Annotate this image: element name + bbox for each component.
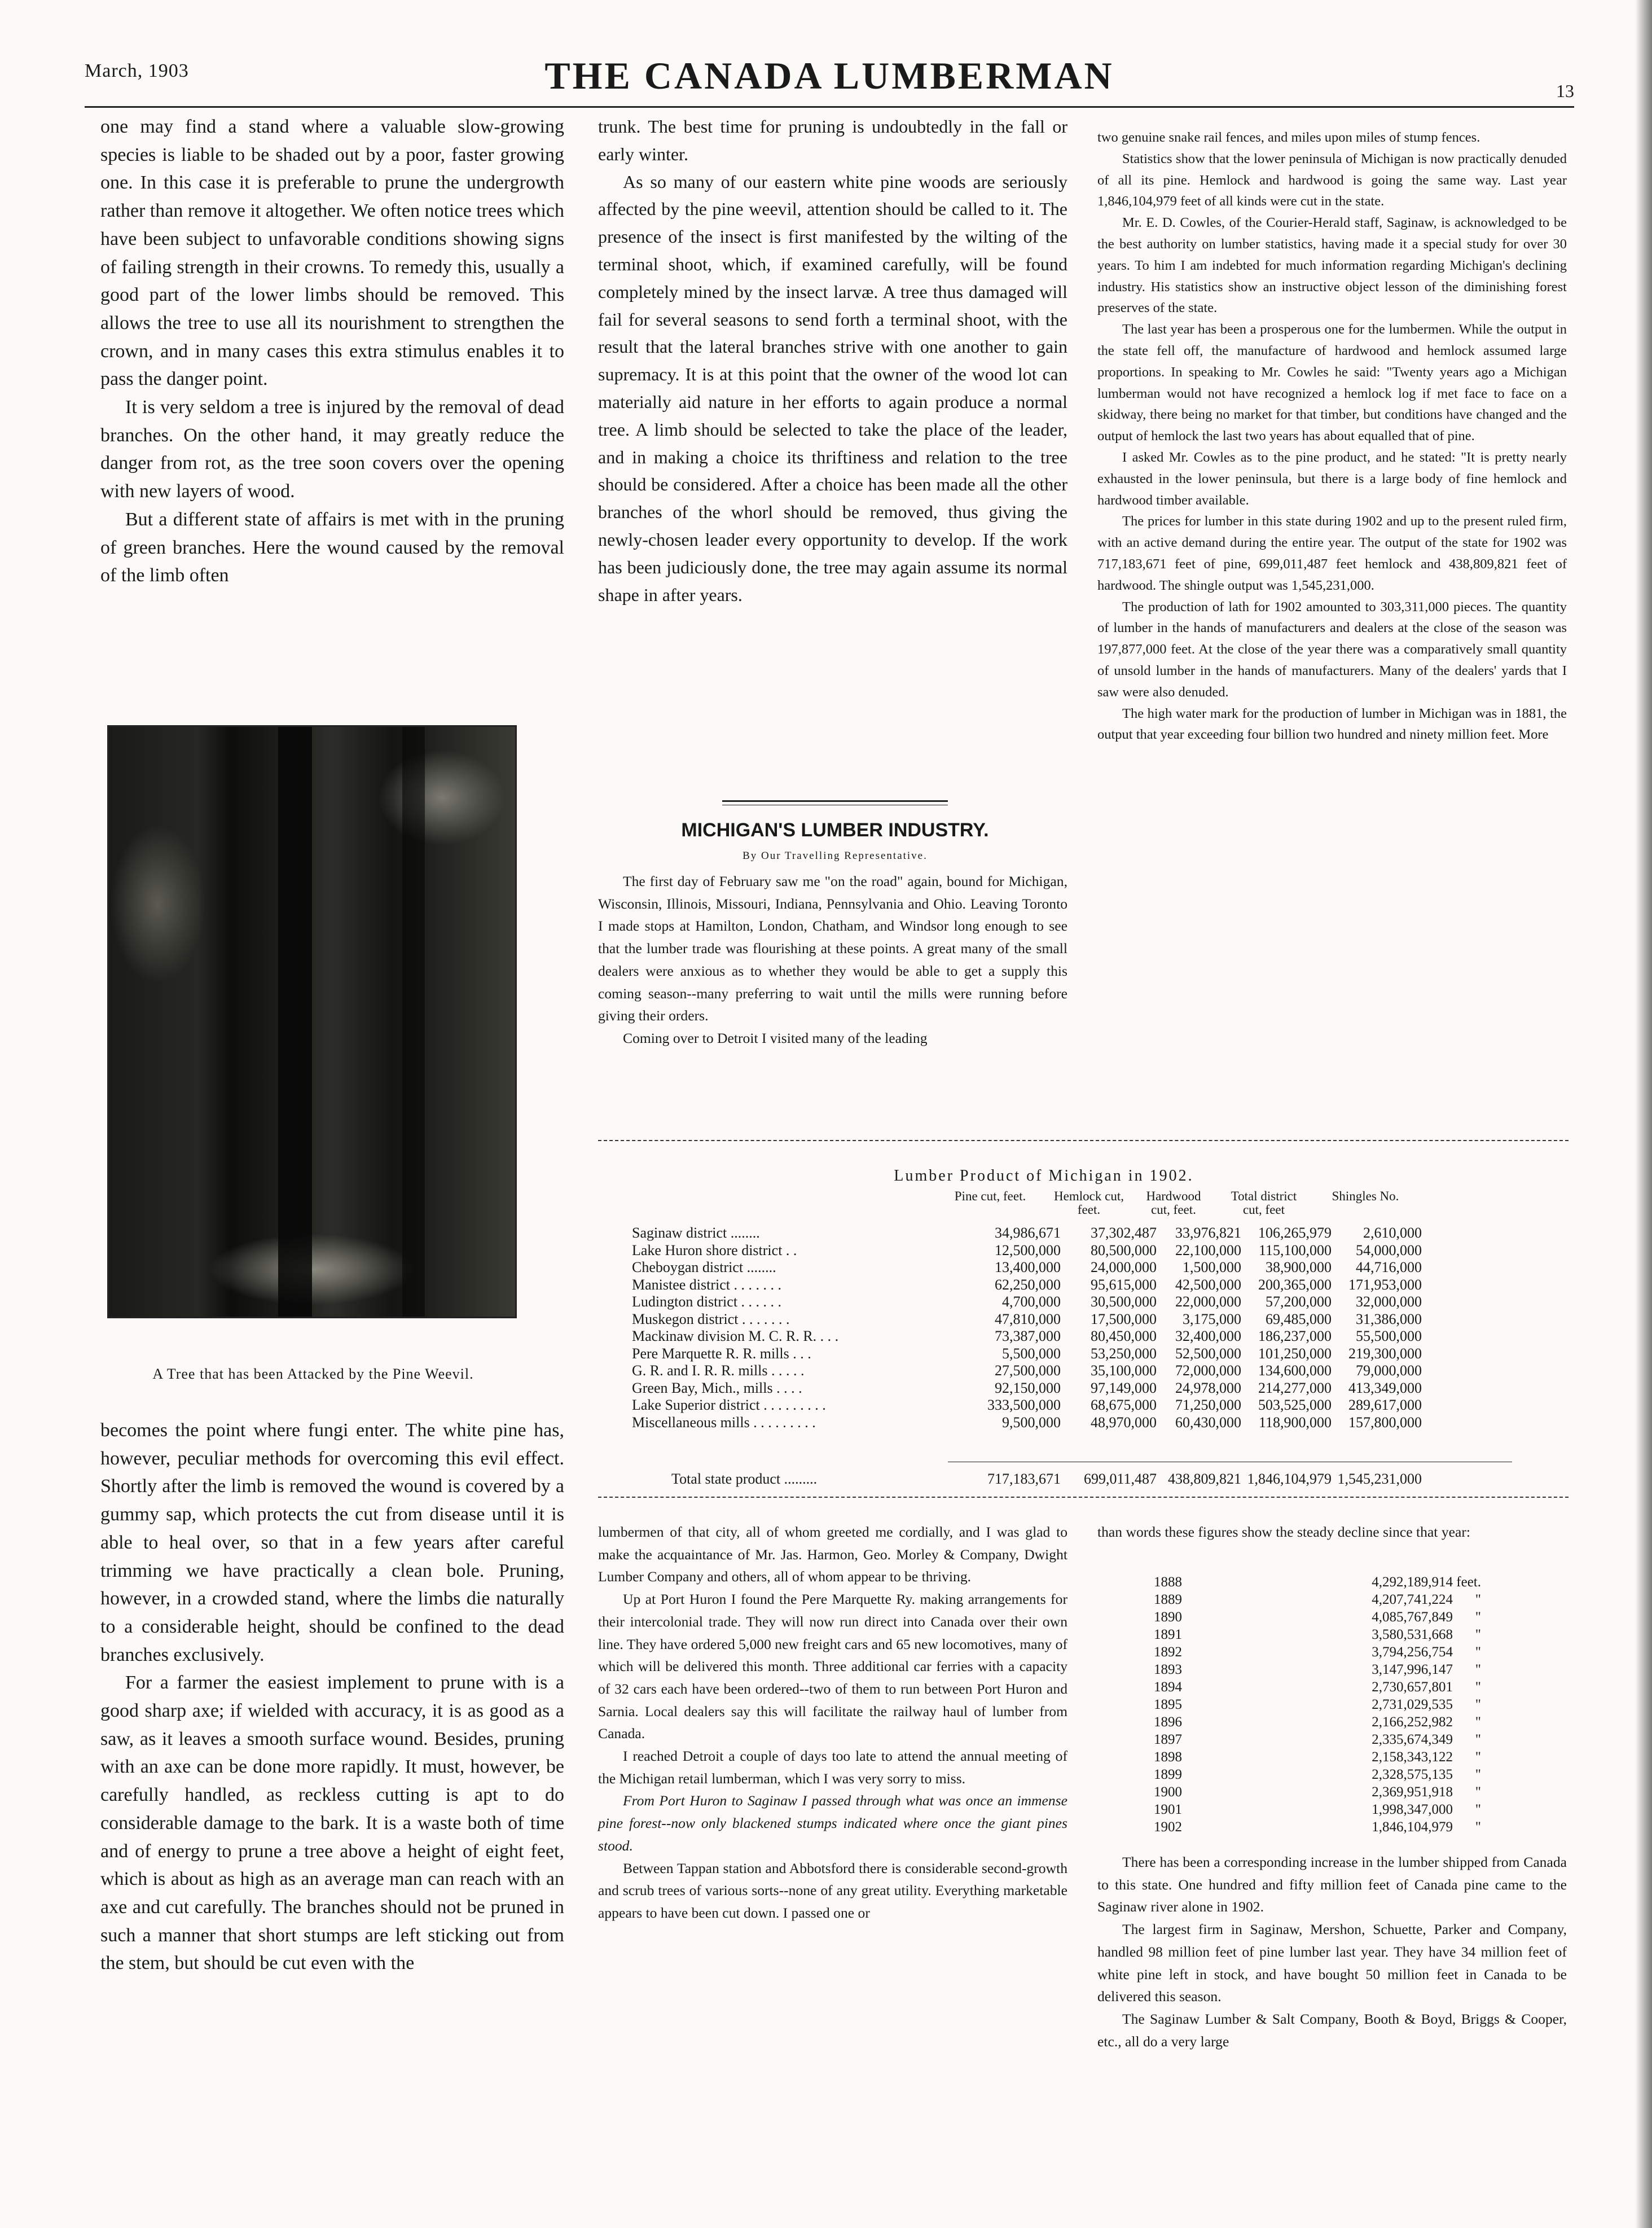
table-total-row bbox=[632, 1471, 1535, 1488]
table-cell: 186,237,000 bbox=[1258, 1328, 1332, 1344]
decline-year: 1898 bbox=[1154, 1749, 1182, 1765]
district-name: Lake Superior district . . . . . . . . . bbox=[632, 1397, 826, 1413]
decline-feet: 4,292,189,914 bbox=[1372, 1574, 1453, 1590]
paragraph: I reached Detroit a couple of days too late to attend the annual meeting of the Michigan retail lumberman, which I was very sorry to miss. bbox=[598, 1748, 1067, 1787]
table-cell: 2,610,000 bbox=[1363, 1225, 1422, 1241]
decline-row bbox=[1080, 1644, 1509, 1663]
decline-row bbox=[1080, 1627, 1509, 1645]
table-row bbox=[632, 1414, 1535, 1431]
table-cell: 44,716,000 bbox=[1356, 1259, 1422, 1275]
table-row bbox=[632, 1259, 1535, 1276]
decline-feet: 2,166,252,982 bbox=[1372, 1714, 1453, 1730]
table-cell: 37,302,487 bbox=[1091, 1225, 1157, 1241]
article-rule bbox=[722, 800, 948, 802]
table-cell: 71,250,000 bbox=[1175, 1397, 1241, 1413]
table-cell: 80,450,000 bbox=[1091, 1328, 1157, 1344]
table-cell: 24,978,000 bbox=[1175, 1379, 1241, 1396]
article-byline: By Our Travelling Representative. bbox=[742, 850, 928, 862]
decline-row bbox=[1080, 1592, 1509, 1610]
district-name: Green Bay, Mich., mills . . . . bbox=[632, 1379, 802, 1396]
decline-feet: 2,328,575,135 bbox=[1372, 1767, 1453, 1782]
photo-trunk bbox=[402, 727, 425, 1317]
decline-feet: 3,580,531,668 bbox=[1372, 1627, 1453, 1642]
decline-row bbox=[1080, 1819, 1509, 1837]
table-row bbox=[632, 1362, 1535, 1379]
district-name: Manistee district . . . . . . . bbox=[632, 1276, 782, 1293]
table-cell: 38,900,000 bbox=[1266, 1259, 1332, 1275]
decline-year: 1894 bbox=[1154, 1679, 1182, 1695]
paragraph: The production of lath for 1902 amounted to 303,311,000 pieces. The quantity of lumber in the hands of manufacturers and dealers at the close of the season was 197,877,000 feet. At the close of the year there was a comparatively small quantity of unsold lumber in the hands of manufacturers. Many of the dealers' yards that I saw were also denuded. bbox=[1097, 599, 1567, 700]
lumber-table-title: Lumber Product of Michigan in 1902. bbox=[894, 1167, 1194, 1185]
table-cell: 171,953,000 bbox=[1348, 1276, 1422, 1293]
paragraph: lumbermen of that city, all of whom greeted me cordially, and I was glad to make the acquaintance of Mr. Jas. Harmon, Geo. Morley & Company, Dwight Lumber Company and others, all of whom appear to be thriving. bbox=[598, 1524, 1067, 1585]
table-cell: 34,986,671 bbox=[995, 1225, 1061, 1241]
paragraph: Mr. E. D. Cowles, of the Courier-Herald staff, Saginaw, is acknowledged to be the best authority on lumber statistics, having made it a special study for over 30 years. To him I am indebted for much information regarding Michigan's declining industry. His statistics show an instructive object lesson of the diminishing forest preserves of the state. bbox=[1097, 215, 1567, 316]
paragraph: The Saginaw Lumber & Salt Company, Booth & Boyd, Briggs & Cooper, etc., all do a very large bbox=[1097, 2010, 1567, 2050]
decline-unit: " bbox=[1475, 1644, 1481, 1660]
table-cell: 33,976,821 bbox=[1175, 1225, 1241, 1241]
decline-year: 1902 bbox=[1154, 1819, 1182, 1835]
table-cell: 52,500,000 bbox=[1175, 1345, 1241, 1362]
table-cell: 92,150,000 bbox=[995, 1379, 1061, 1396]
column-header: Total district cut, feet bbox=[1231, 1189, 1297, 1217]
decline-feet: 4,085,767,849 bbox=[1372, 1609, 1453, 1625]
table-cell: 72,000,000 bbox=[1175, 1362, 1241, 1379]
decline-feet: 2,730,657,801 bbox=[1372, 1679, 1453, 1695]
decline-row bbox=[1080, 1749, 1509, 1768]
header-rule bbox=[85, 106, 1574, 108]
district-name: Lake Huron shore district . . bbox=[632, 1242, 797, 1258]
decline-unit: " bbox=[1475, 1662, 1481, 1677]
table-cell: 47,810,000 bbox=[995, 1310, 1061, 1327]
table-row bbox=[632, 1277, 1535, 1293]
table-cell: 97,149,000 bbox=[1091, 1379, 1157, 1396]
table-cell: 57,200,000 bbox=[1266, 1293, 1332, 1310]
table-cell: 79,000,000 bbox=[1356, 1362, 1422, 1379]
table-row bbox=[632, 1225, 1535, 1242]
issue-date: March, 1903 bbox=[85, 60, 189, 81]
district-name: Pere Marquette R. R. mills . . . bbox=[632, 1345, 811, 1362]
left-column-top bbox=[100, 113, 564, 590]
table-cell: 27,500,000 bbox=[995, 1362, 1061, 1379]
paragraph: From Port Huron to Saginaw I passed through what was once an immense pine forest--now only blackened stumps indicated where once the giant pines stood. bbox=[598, 1792, 1067, 1854]
decline-year: 1901 bbox=[1154, 1802, 1182, 1817]
total-hardwood: 438,809,821 bbox=[1168, 1471, 1241, 1487]
decline-unit: " bbox=[1475, 1819, 1481, 1835]
table-row bbox=[632, 1345, 1535, 1362]
right-column-top bbox=[1097, 127, 1567, 745]
table-cell: 30,500,000 bbox=[1091, 1293, 1157, 1310]
district-name: G. R. and I. R. R. mills . . . . . bbox=[632, 1362, 805, 1379]
decline-row bbox=[1080, 1662, 1509, 1680]
table-cell: 157,800,000 bbox=[1348, 1414, 1422, 1431]
table-cell: 80,500,000 bbox=[1091, 1242, 1157, 1258]
table-cell: 115,100,000 bbox=[1258, 1242, 1332, 1258]
decline-feet: 4,207,741,224 bbox=[1372, 1592, 1453, 1607]
table-cell: 32,000,000 bbox=[1356, 1293, 1422, 1310]
table-row bbox=[632, 1397, 1535, 1414]
decline-row bbox=[1080, 1609, 1509, 1628]
table-cell: 35,100,000 bbox=[1091, 1362, 1157, 1379]
table-cell: 48,970,000 bbox=[1091, 1414, 1157, 1431]
table-cell: 219,300,000 bbox=[1348, 1345, 1422, 1362]
decline-feet: 1,998,347,000 bbox=[1372, 1802, 1453, 1817]
article-title: MICHIGAN'S LUMBER INDUSTRY. bbox=[681, 819, 989, 841]
table-row bbox=[632, 1328, 1535, 1345]
table-cell: 73,387,000 bbox=[995, 1328, 1061, 1344]
decline-unit: " bbox=[1475, 1732, 1481, 1747]
table-cell: 200,365,000 bbox=[1258, 1276, 1332, 1293]
table-cell: 101,250,000 bbox=[1258, 1345, 1332, 1362]
decline-row bbox=[1080, 1767, 1509, 1785]
table-cell: 289,617,000 bbox=[1348, 1397, 1422, 1413]
table-cell: 60,430,000 bbox=[1175, 1414, 1241, 1431]
decline-unit: " bbox=[1475, 1802, 1481, 1817]
decline-year: 1900 bbox=[1154, 1784, 1182, 1800]
table-cell: 54,000,000 bbox=[1356, 1242, 1422, 1258]
district-name: Mackinaw division M. C. R. R. . . . bbox=[632, 1328, 839, 1344]
decline-feet: 2,731,029,535 bbox=[1372, 1697, 1453, 1712]
table-cell: 214,277,000 bbox=[1258, 1379, 1332, 1396]
decline-year: 1889 bbox=[1154, 1592, 1182, 1607]
paragraph: As so many of our eastern white pine woods are seriously affected by the pine weevil, attention should be called to it. The presence of the insect is first manifested by the wilting of the terminal shoot, which, if examined carefully, will be found completely mined by the insect larvæ. A tree thus damaged will fail for several seasons to send forth a terminal shoot, with the result that the lateral branches strive with one another to gain supremacy. It is at this point that the owner of the wood lot can materially aid nature in her efforts to again produce a normal tree. A limb should be selected to take the place of the leader, and in making a choice its thriftiness and relation to the tree should be considered. After a choice has been made all the other branches of the whorl should be removed, thus giving the newly-chosen leader every opportunity to develop. If the work has been judiciously done, the tree may again assume its normal shape in after years. bbox=[598, 171, 1067, 605]
decline-unit: " bbox=[1475, 1784, 1481, 1800]
decline-unit: " bbox=[1475, 1627, 1481, 1642]
table-cell: 1,500,000 bbox=[1183, 1259, 1241, 1275]
table-bottom-rule bbox=[598, 1497, 1568, 1498]
middle-column-bottom bbox=[598, 1521, 1067, 1924]
decline-year: 1890 bbox=[1154, 1609, 1182, 1625]
table-cell: 4,700,000 bbox=[1002, 1293, 1061, 1310]
table-cell: 503,525,000 bbox=[1258, 1397, 1332, 1413]
paragraph: The largest firm in Saginaw, Mershon, Schuette, Parker and Company, handled 98 million feet of pine lumber last year. They have 34 million feet of white pine left in stock, and have bought 50 million feet in Canada to be delivered this season. bbox=[1097, 1921, 1567, 2005]
table-cell: 22,000,000 bbox=[1175, 1293, 1241, 1310]
decline-feet: 2,369,951,918 bbox=[1372, 1784, 1453, 1800]
decline-year: 1892 bbox=[1154, 1644, 1182, 1660]
decline-row bbox=[1080, 1802, 1509, 1820]
paragraph: There has been a corresponding increase in the lumber shipped from Canada to this state. One hundred and fifty million feet of Canada pine came to the Saginaw river alone in 1902. bbox=[1097, 1854, 1567, 1915]
total-pine: 717,183,671 bbox=[987, 1471, 1061, 1487]
table-cell: 333,500,000 bbox=[987, 1397, 1061, 1413]
paragraph: I asked Mr. Cowles as to the pine product, and he stated: "It is pretty nearly exhausted in the lower peninsula, but there is a large body of fine hemlock and hardwood timber available. bbox=[1097, 449, 1567, 508]
district-name: Ludington district . . . . . . bbox=[632, 1293, 782, 1310]
table-cell: 13,400,000 bbox=[995, 1259, 1061, 1275]
decline-feet: 3,794,256,754 bbox=[1372, 1644, 1453, 1660]
paragraph: trunk. The best time for pruning is undoubtedly in the fall or early winter. bbox=[598, 116, 1067, 164]
paragraph: Coming over to Detroit I visited many of the leading bbox=[623, 1029, 928, 1046]
decline-feet: 2,158,343,122 bbox=[1372, 1749, 1453, 1765]
paragraph: The high water mark for the production of lumber in Michigan was in 1881, the output that year exceeding four billion two hundred and ninety million feet. More bbox=[1097, 705, 1567, 743]
paragraph: The prices for lumber in this state during 1902 and up to the present ruled firm, with an active demand during the entire year. The output of the state for 1902 was 717,183,671 feet of pine, 699,011,487 feet hemlock and 438,809,821 feet of hardwood. The shingle output was 1,545,231,000. bbox=[1097, 514, 1567, 593]
decline-feet: 2,335,674,349 bbox=[1372, 1732, 1453, 1747]
middle-column-top bbox=[598, 113, 1067, 608]
table-cell: 68,675,000 bbox=[1091, 1397, 1157, 1413]
page-number: 13 bbox=[1556, 81, 1574, 101]
decline-year: 1899 bbox=[1154, 1767, 1182, 1782]
article-intro bbox=[598, 870, 1067, 1050]
paragraph: one may find a stand where a valuable slow-growing species is liable to be shaded out by a poor, faster growing one. In this case it is preferable to prune the undergrowth rather than remove it altogether. We often notice trees which have been subject to unfavorable conditions showing signs of failing strength in their crowns. To remedy this, usually a good part of the lower limbs should be removed. This allows the tree to use all its nourishment to strengthen the crown, and in many cases this extra stimulus enables it to pass the danger point. bbox=[100, 116, 564, 390]
table-row bbox=[632, 1293, 1535, 1310]
total-district: 1,846,104,979 bbox=[1247, 1471, 1332, 1487]
left-column-bottom bbox=[100, 1416, 564, 1977]
total-label: Total state product ......... bbox=[671, 1471, 818, 1487]
table-cell: 12,500,000 bbox=[995, 1242, 1061, 1258]
table-top-rule bbox=[598, 1140, 1568, 1141]
decline-row bbox=[1080, 1784, 1509, 1802]
paragraph: Statistics show that the lower peninsula of Michigan is now practically denuded of all its pine. Hemlock and hardwood is going the same way. Last year 1,846,104,979 feet of all kinds were cut in the state. bbox=[1097, 151, 1567, 209]
table-cell: 62,250,000 bbox=[995, 1276, 1061, 1293]
total-hemlock: 699,011,487 bbox=[1083, 1471, 1157, 1487]
decline-row bbox=[1080, 1697, 1509, 1715]
table-cell: 17,500,000 bbox=[1091, 1310, 1157, 1327]
decline-unit: " bbox=[1475, 1679, 1481, 1695]
decline-unit: " bbox=[1475, 1767, 1481, 1782]
table-cell: 134,600,000 bbox=[1258, 1362, 1332, 1379]
table-cell: 32,400,000 bbox=[1175, 1328, 1241, 1344]
district-name: Cheboygan district ........ bbox=[632, 1259, 776, 1275]
figure-caption: A Tree that has been Attacked by the Pine Weevil. bbox=[152, 1366, 474, 1382]
table-cell: 53,250,000 bbox=[1091, 1345, 1157, 1362]
table-cell: 22,100,000 bbox=[1175, 1242, 1241, 1258]
paragraph: The first day of February saw me "on the road" again, bound for Michigan, Wisconsin, Illinois, Missouri, Indiana, Pennsylvania and Ohio. Leaving Toronto I made stops at Hamilton, London, Chatham, and Windsor long enough to see that the lumber trade was flourishing at these points. A great many of the small dealers were anxious as to whether they would be able to get a supply this coming season--many preferring to wait until the mills were running before giving their orders. bbox=[598, 873, 1067, 1024]
decline-row bbox=[1080, 1679, 1509, 1698]
decline-unit: feet. bbox=[1456, 1574, 1481, 1590]
decline-row bbox=[1080, 1732, 1509, 1750]
total-shingles: 1,545,231,000 bbox=[1337, 1471, 1422, 1487]
decline-unit: " bbox=[1475, 1749, 1481, 1765]
paragraph: than words these figures show the steady decline since that year: bbox=[1097, 1524, 1470, 1540]
table-row bbox=[632, 1311, 1535, 1328]
paragraph: Between Tappan station and Abbotsford there is considerable second-growth and scrub trees of various sorts--none of any great utility. Everything marketable appears to have been cut down. I passed one or bbox=[598, 1859, 1067, 1921]
decline-unit: " bbox=[1475, 1609, 1481, 1625]
table-row bbox=[632, 1380, 1535, 1397]
page-edge-shadow bbox=[1635, 0, 1652, 2228]
table-cell: 24,000,000 bbox=[1091, 1259, 1157, 1275]
paragraph: becomes the point where fungi enter. The white pine has, however, peculiar methods for overcoming this evil effect. Shortly after the limb is removed the wound is covered by a gummy sap, which protects the cut from disease until it is able to heal over, so that in a few years after careful trimming we have practically a clean bole. Pruning, however, in a crowded stand, where the limbs die naturally to a considerable height, should be confined to the dead branches exclusively. bbox=[100, 1420, 564, 1665]
decline-feet: 3,147,996,147 bbox=[1372, 1662, 1453, 1677]
right-column-bottom-intro bbox=[1097, 1521, 1567, 1543]
right-column-bottom bbox=[1097, 1851, 1567, 2052]
decline-year: 1897 bbox=[1154, 1732, 1182, 1747]
column-header: Pine cut, feet. bbox=[954, 1189, 1026, 1203]
decline-unit: " bbox=[1475, 1592, 1481, 1607]
column-header: Shingles No. bbox=[1332, 1189, 1399, 1203]
table-cell: 5,500,000 bbox=[1002, 1345, 1061, 1362]
decline-year: 1896 bbox=[1154, 1714, 1182, 1730]
table-cell: 42,500,000 bbox=[1175, 1276, 1241, 1293]
table-cell: 31,386,000 bbox=[1356, 1310, 1422, 1327]
district-name: Saginaw district ........ bbox=[632, 1225, 760, 1241]
decline-row bbox=[1080, 1714, 1509, 1733]
decline-year: 1888 bbox=[1154, 1574, 1182, 1590]
decline-unit: " bbox=[1475, 1714, 1481, 1730]
table-cell: 95,615,000 bbox=[1091, 1276, 1157, 1293]
district-name: Muskegon district . . . . . . . bbox=[632, 1310, 790, 1327]
table-row bbox=[632, 1242, 1535, 1259]
table-cell: 413,349,000 bbox=[1348, 1379, 1422, 1396]
decline-feet: 1,846,104,979 bbox=[1372, 1819, 1453, 1835]
column-header: Hemlock cut, feet. bbox=[1054, 1189, 1124, 1217]
paragraph: For a farmer the easiest implement to prune with is a good sharp axe; if wielded with accuracy, it is as good as a saw, as it leaves a smooth surface wound. Besides, pruning with an axe can be done more rapidly. It must, however, be carefully handled, as reckless cutting is apt to do considerable damage to the bark. It is a waste both of time and of energy to prune a tree above a height of eight feet, which is about as high as an average man can reach with an axe and cut carefully. The branches should not be pruned in such a manner that short stumps are left sticking out from the stem, but should be cut even with the bbox=[100, 1672, 564, 1974]
paragraph: two genuine snake rail fences, and miles upon miles of stump fences. bbox=[1097, 130, 1480, 145]
decline-year: 1895 bbox=[1154, 1697, 1182, 1712]
table-cell: 55,500,000 bbox=[1356, 1328, 1422, 1344]
column-header: Hardwood cut, feet. bbox=[1146, 1189, 1201, 1217]
table-cell: 3,175,000 bbox=[1183, 1310, 1241, 1327]
table-cell: 118,900,000 bbox=[1258, 1414, 1332, 1431]
table-cell: 106,265,979 bbox=[1258, 1225, 1332, 1241]
decline-row bbox=[1080, 1574, 1509, 1593]
decline-year: 1893 bbox=[1154, 1662, 1182, 1677]
publication-title: THE CANADA LUMBERMAN bbox=[544, 54, 1114, 97]
pine-weevil-photo bbox=[107, 725, 517, 1318]
paragraph: But a different state of affairs is met with in the pruning of green branches. Here the wound caused by the removal of the limb often bbox=[100, 508, 564, 586]
masthead bbox=[85, 54, 1574, 104]
decline-unit: " bbox=[1475, 1697, 1481, 1712]
table-cell: 9,500,000 bbox=[1002, 1414, 1061, 1431]
table-cell: 69,485,000 bbox=[1266, 1310, 1332, 1327]
decline-year: 1891 bbox=[1154, 1627, 1182, 1642]
paragraph: It is very seldom a tree is injured by the removal of dead branches. On the other hand, it may greatly reduce the danger from rot, as the tree soon covers over the opening with new layers of wood. bbox=[100, 397, 564, 502]
table-header-row bbox=[632, 1190, 1535, 1223]
district-name: Miscellaneous mills . . . . . . . . . bbox=[632, 1414, 816, 1431]
photo-trunk bbox=[278, 727, 312, 1317]
paragraph: Up at Port Huron I found the Pere Marquette Ry. making arrangements for their intercolonial trade. They will now run direct into Canada over their own line. They have ordered 5,000 new freight cars and 65 new locomotives, many of which will be delivered this month. Three additional car ferries with a capacity of 32 cars each have been ordered--two of them to run between Port Huron and Sarnia. Local dealers say this will facilitate the railway haul of lumber from Canada. bbox=[598, 1591, 1067, 1742]
paragraph: The last year has been a prosperous one for the lumbermen. While the output in the state fell off, the manufacture of hardwood and hemlock assumed large proportions. In speaking to Mr. Cowles he said: "Twenty years ago a Michigan lumberman would not have recognized a hemlock log if met face to face on a skidway, there being no market for that timber, but conditions have changed and the output of hemlock the last two years has about equalled that of pine. bbox=[1097, 322, 1567, 444]
